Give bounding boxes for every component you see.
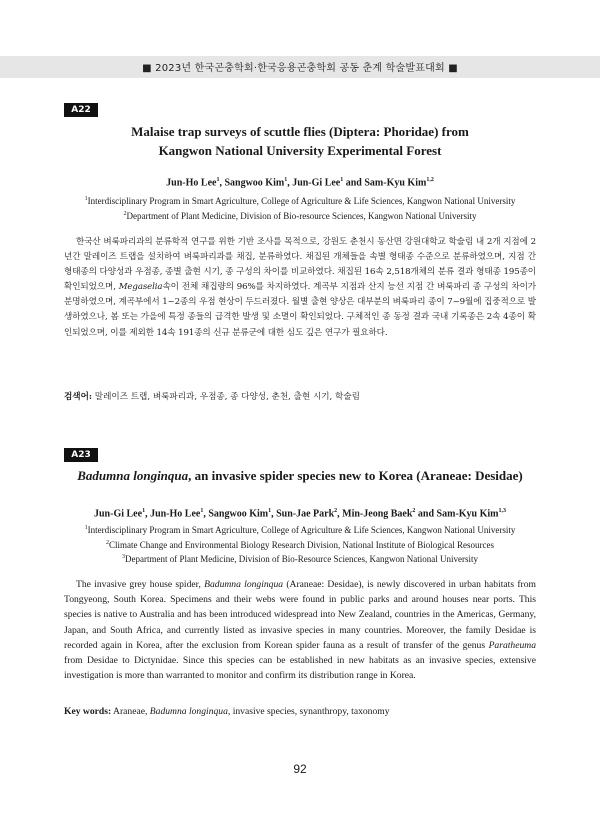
title-line: Kangwon National University Experimental Forest <box>158 143 442 158</box>
author-name: Jun-Ho Lee <box>166 177 217 189</box>
species-name: Badumna longinqua <box>204 579 284 590</box>
author-name: Sun-Jae Park <box>276 508 335 520</box>
keywords: 검색어: 말레이즈 트랩, 벼룩파리과, 우점종, 종 다양성, 춘천, 출현 시기, 학술림 <box>64 392 360 402</box>
page-number: 92 <box>293 762 307 776</box>
author-name: Jun-Gi Lee <box>292 177 341 189</box>
abstract-title: Badumna longinqua, an invasive spider species new to Korea (Araneae: Desidae) <box>77 468 523 483</box>
species-name: Badumna longinqua <box>77 468 189 483</box>
author-list: Jun-Ho Lee$^1$, Sangwoo Kim$^1$, Jun-Gi Lee$^1$ and Sam-Kyu Kim$^{1,2}$ <box>166 177 434 189</box>
author-name: Sam-Kyu Kim <box>364 177 427 189</box>
author-affil-mark: 2 <box>334 508 338 514</box>
keywords-label: Key words: <box>64 706 112 717</box>
author-affil-mark: 1 <box>142 508 146 514</box>
author-affil-mark: 1 <box>340 177 344 183</box>
author-affil-mark: 1,2 <box>426 177 434 183</box>
abstract-body: The invasive grey house spider, Badumna longinqua (Araneae: Desidae), is newly discovered in urban habitats from Tongyeong, South Korea. Specimens and their webs were found in public parks and around houses near ports. This species is native to Australia and has been introduced widespread into New Zealand, countries in the Americas, Germany, Japan, and South Africa, and currently listed as invasive species in many countries. Moreover, the family Desidae is recorded again in Korea, after the exclusion from Korean spider fauna as a result of transfer of the genus Paratheuma from Desidae to Dictynidae. Since this species can be established in new habitats as an invasive species, extensive investigation is more than warranted to monitor and confirm its distribution range in Korea. <box>64 579 536 682</box>
abstract-title <box>64 122 536 160</box>
author-affil-mark: 1 <box>284 177 288 183</box>
author-name: Jun-Gi Lee <box>94 508 143 520</box>
author-affil-mark: 1 <box>268 508 272 514</box>
conference-header: ■ 2023년 한국곤충학회·한국응용곤충학회 공동 춘계 학술발표대회 ■ <box>142 63 458 74</box>
author-name: Sangwoo Kim <box>224 177 285 189</box>
author-affil-mark: 1,3 <box>498 508 506 514</box>
author-name: Min-Jeong Baek <box>342 508 413 520</box>
keywords-label: 검색어: <box>64 392 93 402</box>
affiliation: $^1$Interdisciplinary Program in Smart Agriculture, College of Agriculture & Life Sciences, Kangwon National University <box>84 196 516 206</box>
author-affil-mark: 1 <box>216 177 220 183</box>
affiliation: $^2$Department of Plant Medicine, Division of Bio-resource Sciences, Kangwon National University <box>123 210 477 221</box>
abstract-id-badge: A23 <box>64 448 98 462</box>
genus-name: Megaselia <box>118 282 163 293</box>
author-affil-mark: 2 <box>412 508 416 514</box>
title-line: Malaise trap surveys of scuttle flies (Diptera: Phoridae) from <box>131 124 469 139</box>
abstract-body: 한국산 벼룩파리과의 분류학적 연구를 위한 기반 조사를 목적으로, 강원도 춘천시 동산면 강원대학교 학술림 내 2개 지점에 2년간 말레이즈 트랩을 설치하여 벼룩파리과를 채집, 분류하였다. 채집된 개체들을 속별 형태종 수준으로 분류하였으며, 지점 간 형태종의 다양성과 우점종, 종별 출현 시기, 종 구성의 차이를 비교하였다. 채집된 16속 2,518개체의 분류 결과 형태종 195종이 확인되었으며, Megaselia속이 전체 채집량의 96%를 차지하였다. 계곡부 지점과 산지 능선 지점 간 벼룩파리 종 구성의 차이가 분명하였으며, 계곡부에서 1~2종의 우점 현상이 두드러졌다. 월별 출현 양상은 대부분의 벼룩파리 종이 7~9월에 집중적으로 발생하였으나, 봄 또는 가을에 특정 종들의 급격한 발생 및 소멸이 확인되었다. 구체적인 종 동정 결과 국내 기록종은 2속 4종이 확인되었으며, 이를 제외한 14속 191종의 신규 분류군에 대한 심도 깊은 연구가 필요하다. <box>64 237 536 338</box>
keywords: Key words: Araneae, Badumna longinqua, invasive species, synanthropy, taxonomy <box>64 706 390 717</box>
author-name: Sangwoo Kim <box>208 508 269 520</box>
author-list: Jun-Gi Lee$^1$, Jun-Ho Lee$^1$, Sangwoo Kim$^1$, Sun-Jae Park$^2$, Min-Jeong Baek$^2$ and Sam-Kyu Kim$^{1,3}$ <box>94 508 506 520</box>
genus-name: Paratheuma <box>488 639 536 651</box>
author-name: Sam-Kyu Kim <box>436 508 499 520</box>
abstract-id-badge: A22 <box>64 103 98 117</box>
author-affil-mark: 1 <box>200 508 204 514</box>
author-name: Jun-Ho Lee <box>150 508 201 520</box>
affiliation: $^3$Department of Plant Medicine, Division of Bio-Resource Sciences, Kangwon National University <box>122 554 478 564</box>
affiliation: $^1$Interdisciplinary Program in Smart Agriculture, College of Agriculture & Life Sciences, Kangwon National University <box>84 525 516 535</box>
affiliation: $^2$Climate Change and Environmental Biology Research Division, National Institute of Biological Resources <box>106 539 494 550</box>
affiliation-list <box>64 193 536 222</box>
affiliation-list <box>64 522 536 566</box>
